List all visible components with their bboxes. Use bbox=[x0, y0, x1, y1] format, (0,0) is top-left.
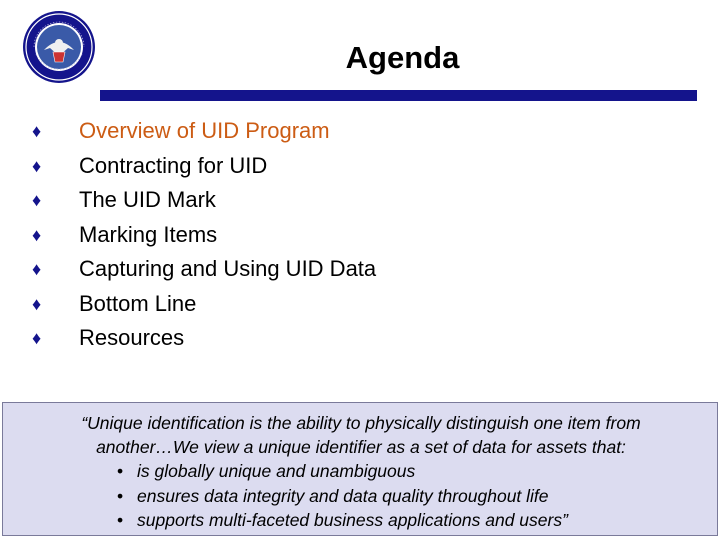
agenda-item-label: Marking Items bbox=[79, 221, 218, 247]
diamond-bullet-icon: ♦ bbox=[32, 293, 42, 314]
quote-bullet-list bbox=[117, 459, 568, 533]
agenda-item-label: The UID Mark bbox=[79, 187, 216, 212]
quote-bullet-text: ensures data integrity and data quality throughout life bbox=[137, 485, 549, 506]
diamond-bullet-icon: ♦ bbox=[32, 328, 42, 348]
quote-bullet-item bbox=[117, 484, 568, 509]
agenda-item-label: Overview of UID Program bbox=[79, 118, 330, 143]
quote-bullet-item bbox=[117, 459, 568, 484]
diamond-bullet-icon: ♦ bbox=[32, 190, 42, 210]
quote-bullet-text: is globally unique and unambiguous bbox=[137, 461, 416, 481]
quote-line-2: another…We view a unique identifier as a set of data for assets that: bbox=[96, 437, 626, 457]
definition-quote-box bbox=[2, 402, 718, 536]
quote-intro bbox=[3, 411, 719, 459]
bullet-dot-icon: • bbox=[117, 510, 124, 530]
bullet-dot-icon: • bbox=[117, 461, 124, 481]
quote-bullet-text: supports multi-faceted business applications and users” bbox=[137, 510, 568, 530]
diamond-bullet-icon: ♦ bbox=[32, 121, 42, 141]
page-title: Agenda bbox=[345, 40, 460, 75]
diamond-bullet-icon: ♦ bbox=[32, 224, 42, 245]
agenda-item-label: Capturing and Using UID Data bbox=[79, 256, 377, 281]
agenda-item-label: Contracting for UID bbox=[79, 152, 268, 178]
quote-bullet-item bbox=[117, 508, 568, 533]
quote-line-1: “Unique identification is the ability to physically distinguish one item from bbox=[81, 413, 641, 433]
title-underline-bar bbox=[100, 90, 697, 101]
diamond-bullet-icon: ♦ bbox=[32, 155, 42, 176]
diamond-bullet-icon: ♦ bbox=[32, 259, 42, 279]
agenda-item-label: Resources bbox=[79, 325, 185, 350]
agenda-item-label: Bottom Line bbox=[79, 290, 197, 316]
bullet-dot-icon: • bbox=[117, 485, 124, 506]
